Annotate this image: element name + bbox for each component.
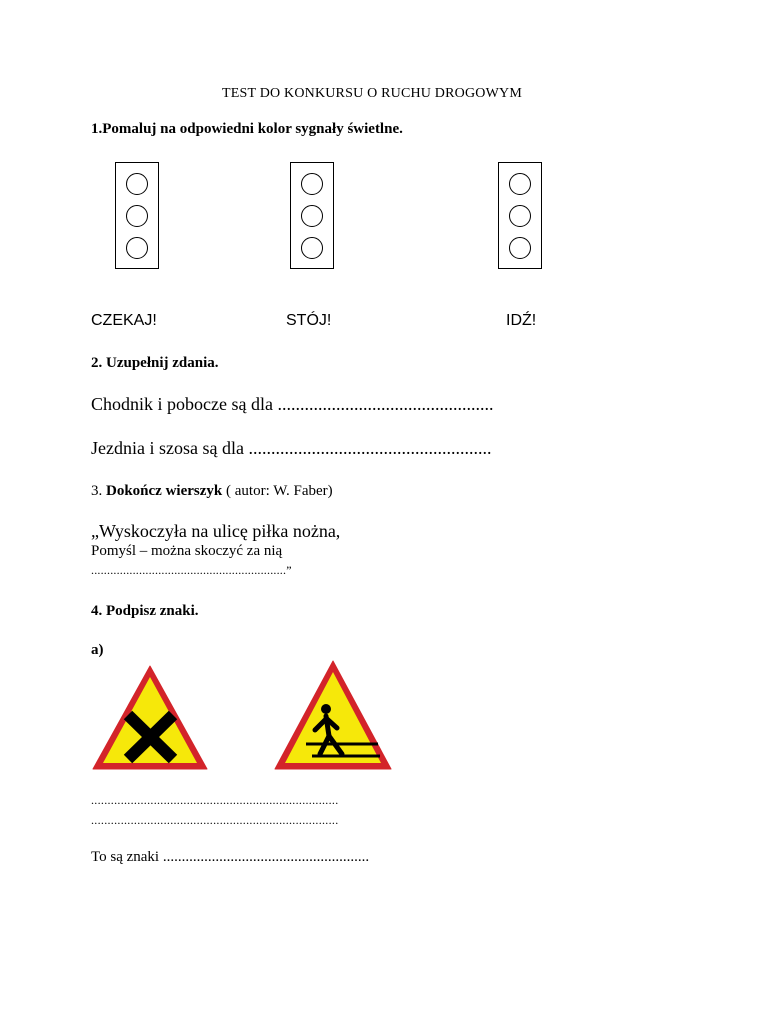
pedestrian-crossing-warning-sign-icon	[272, 658, 394, 774]
question-3-title: Dokończ wierszyk	[106, 483, 223, 499]
question-3-author: ( autor: W. Faber)	[222, 483, 333, 499]
question-4-heading: 4. Podpisz znaki.	[91, 603, 199, 619]
lamp-top[interactable]	[126, 173, 148, 195]
label-stop: STÓJ!	[286, 312, 332, 329]
sign-answer-blank-1[interactable]: ...........................................................................	[91, 793, 339, 807]
question-3-number: 3.	[91, 483, 106, 499]
lamp-bottom[interactable]	[126, 237, 148, 259]
poem-line-2: Pomyśl – można skoczyć za nią	[91, 543, 283, 559]
question-3-heading	[91, 483, 333, 500]
lamp-middle[interactable]	[509, 205, 531, 227]
poem-line-3-blank[interactable]: .............................................................”	[91, 563, 292, 577]
sentence-1[interactable]: Chodnik i pobocze są dla ................................................	[91, 394, 494, 414]
question-2-heading: 2. Uzupełnij zdania.	[91, 355, 219, 371]
sentence-2[interactable]: Jezdnia i szosa są dla ......................................................	[91, 438, 492, 458]
question-1-heading: 1.Pomaluj na odpowiedni kolor sygnały świetlne.	[91, 121, 403, 137]
intersection-warning-sign-icon	[89, 662, 211, 774]
lamp-middle[interactable]	[301, 205, 323, 227]
lamp-bottom[interactable]	[509, 237, 531, 259]
lamp-top[interactable]	[301, 173, 323, 195]
lamp-top[interactable]	[509, 173, 531, 195]
lamp-middle[interactable]	[126, 205, 148, 227]
sign-answer-blank-2[interactable]: ...........................................................................	[91, 813, 339, 827]
traffic-light-icon[interactable]	[115, 162, 159, 269]
traffic-light-icon[interactable]	[290, 162, 334, 269]
lamp-bottom[interactable]	[301, 237, 323, 259]
label-wait: CZEKAJ!	[91, 312, 157, 329]
poem-line-1: „Wyskoczyła na ulicę piłka nożna,	[91, 521, 341, 541]
sign-summary-line[interactable]: To są znaki .......................................................	[91, 849, 370, 865]
label-go: IDŹ!	[506, 312, 537, 329]
traffic-light-icon[interactable]	[498, 162, 542, 269]
page-title: TEST DO KONKURSU O RUCHU DROGOWYM	[222, 86, 522, 101]
subpoint-a: a)	[91, 642, 104, 658]
